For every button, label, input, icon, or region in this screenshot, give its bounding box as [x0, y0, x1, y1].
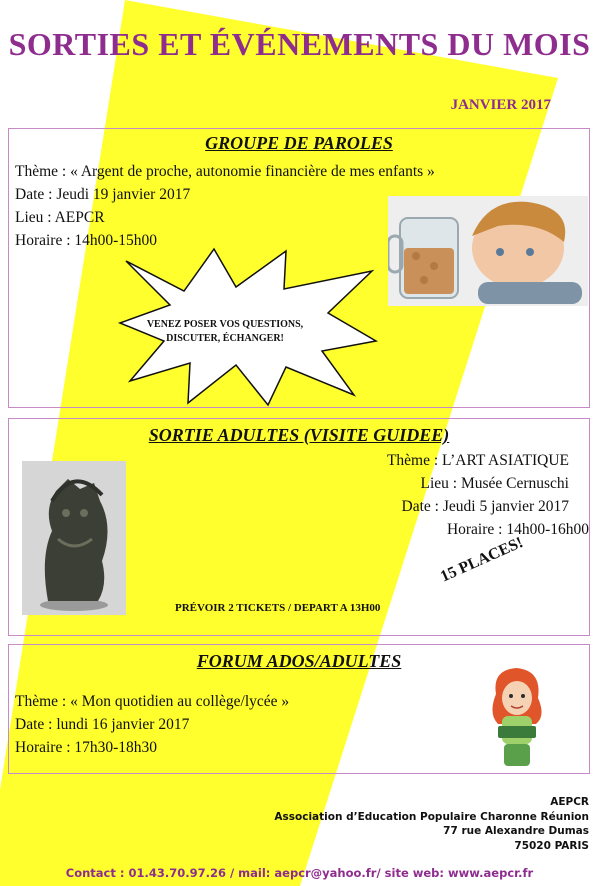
- starburst-line-2: DISCUTER, ÉCHANGER!: [166, 333, 284, 344]
- groupe-date: Date : Jeudi 19 janvier 2017: [15, 186, 191, 203]
- child-coin-jar-photo: [388, 196, 588, 306]
- forum-date: Date : lundi 16 janvier 2017: [15, 716, 190, 733]
- sortie-horaire: Horaire : 14h00-16h00: [446, 521, 589, 538]
- groupe-paroles-title: GROUPE DE PAROLES: [205, 133, 393, 153]
- tickets-label: PRÉVOIR 2 TICKETS / DEPART A 13H00: [175, 602, 381, 614]
- places-label: 15 PLACES!: [438, 534, 526, 586]
- contact-line: Contact : 01.43.70.97.26 / mail: aepcr@yahoo.fr/ site web: www.aepcr.fr: [65, 866, 534, 880]
- groupe-theme: Thème : « Argent de proche, autonomie financière de mes enfants »: [15, 163, 435, 180]
- forum-theme: Thème : « Mon quotidien au collège/lycée »: [15, 693, 290, 710]
- asian-art-statue-photo: [22, 461, 126, 615]
- page-title: SORTIES ET ÉVÉNEMENTS DU MOIS: [8, 26, 591, 62]
- sortie-adultes-title: SORTIE ADULTES (VISITE GUIDEE): [148, 425, 450, 445]
- girl-with-books-illustration: [486, 664, 548, 770]
- sortie-date: Date : Jeudi 5 janvier 2017: [401, 498, 569, 515]
- organisation-info: [274, 795, 589, 853]
- sortie-lieu: Lieu : Musée Cernuschi: [420, 475, 569, 492]
- starburst-line-1: VENEZ POSER VOS QUESTIONS,: [146, 319, 304, 330]
- starburst-text: [135, 318, 315, 346]
- forum-title: FORUM ADOS/ADULTES: [196, 651, 402, 671]
- groupe-horaire: Horaire : 14h00-15h00: [15, 232, 158, 249]
- groupe-lieu: Lieu : AEPCR: [15, 209, 105, 226]
- organisation-full-name: Association d’Education Populaire Charonne Réunion: [274, 810, 589, 823]
- sortie-theme: Thème : L’ART ASIATIQUE: [386, 452, 569, 469]
- organisation-name: AEPCR: [550, 796, 589, 808]
- organisation-city: 75020 PARIS: [514, 839, 589, 852]
- forum-horaire: Horaire : 17h30-18h30: [15, 739, 158, 756]
- month-label: JANVIER 2017: [450, 97, 551, 113]
- organisation-street: 77 rue Alexandre Dumas: [443, 825, 589, 837]
